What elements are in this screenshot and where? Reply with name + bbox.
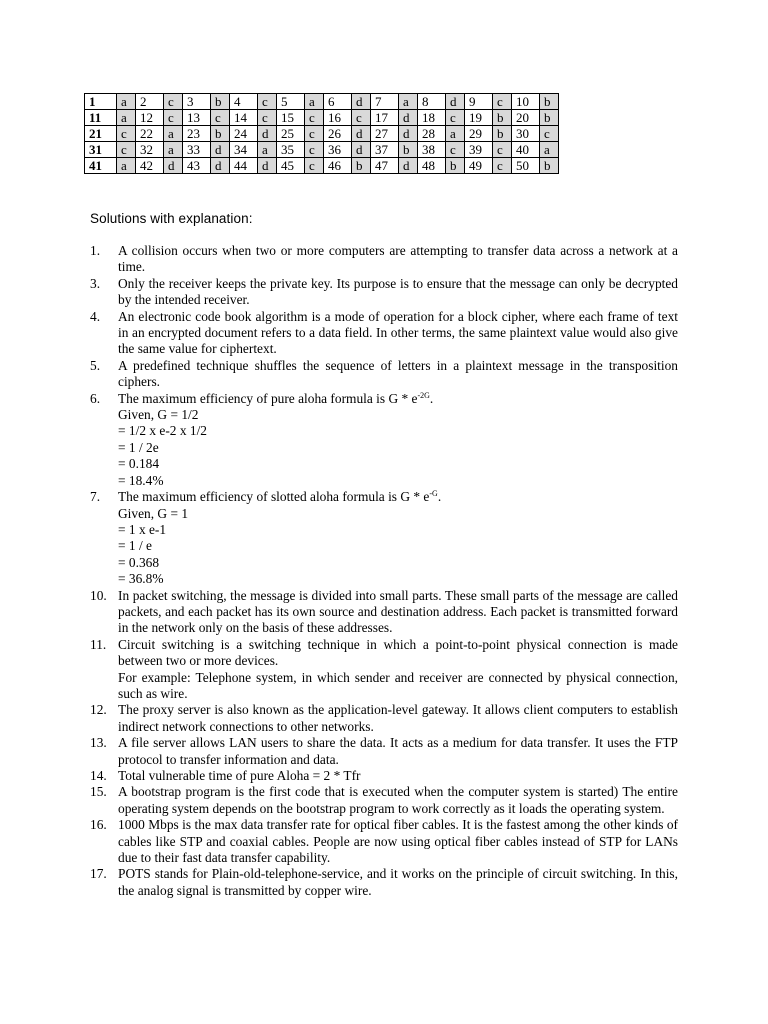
solution-text: Circuit switching is a switching technique in which a point-to-point physical connection is made between two or more devices. xyxy=(118,636,678,669)
answer-letter-cell: b xyxy=(211,94,230,110)
question-number-cell: 9 xyxy=(465,94,493,110)
answer-letter-cell: d xyxy=(211,158,230,174)
question-number-cell: 18 xyxy=(418,110,446,126)
question-number-cell: 1 xyxy=(85,94,117,110)
question-number-cell: 3 xyxy=(183,94,211,110)
answer-letter-cell: c xyxy=(305,142,324,158)
answer-letter-cell: c xyxy=(258,94,277,110)
solution-number: 17. xyxy=(90,866,107,882)
formula-line xyxy=(118,489,678,505)
answer-key-row xyxy=(85,158,559,174)
answer-letter-cell: d xyxy=(211,142,230,158)
calc-line: = 1 / e xyxy=(118,538,152,554)
answer-letter-cell: b xyxy=(540,158,559,174)
answer-letter-cell: c xyxy=(164,110,183,126)
question-number-cell: 43 xyxy=(183,158,211,174)
answer-letter-cell: c xyxy=(305,126,324,142)
question-number-cell: 10 xyxy=(512,94,540,110)
solution-number: 7. xyxy=(90,489,101,505)
answer-letter-cell: c xyxy=(446,110,465,126)
solution-item xyxy=(90,391,678,489)
question-number-cell: 26 xyxy=(324,126,352,142)
question-number-cell: 42 xyxy=(136,158,164,174)
calc-line: = 0.184 xyxy=(118,456,160,472)
question-number-cell: 14 xyxy=(230,110,258,126)
calc-line: Given, G = 1/2 xyxy=(118,407,199,423)
solution-item xyxy=(90,784,678,817)
question-number-cell: 31 xyxy=(85,142,117,158)
solution-text: POTS stands for Plain-old-telephone-service, and it works on the principle of circuit switching. In this, the analog signal is transmitted by copper wire. xyxy=(118,866,678,898)
answer-letter-cell: a xyxy=(540,142,559,158)
calc-line: Given, G = 1 xyxy=(118,505,189,521)
question-number-cell: 28 xyxy=(418,126,446,142)
question-number-cell: 22 xyxy=(136,126,164,142)
calc-line: = 36.8% xyxy=(118,571,164,587)
solution-text: The proxy server is also known as the application-level gateway. It allows client computers to establish indirect network connections to other networks. xyxy=(118,702,678,734)
solution-number: 15. xyxy=(90,784,107,800)
answer-key-table xyxy=(84,93,559,174)
solution-item xyxy=(90,702,678,735)
solution-number: 1. xyxy=(90,243,101,258)
answer-letter-cell: d xyxy=(352,126,371,142)
answer-letter-cell: c xyxy=(305,158,324,174)
solution-item xyxy=(90,588,678,637)
calc-line: = 18.4% xyxy=(118,472,164,488)
solution-number: 10. xyxy=(90,587,107,603)
question-number-cell: 4 xyxy=(230,94,258,110)
question-number-cell: 37 xyxy=(371,142,399,158)
answer-letter-cell: a xyxy=(258,142,277,158)
solution-number: 13. xyxy=(90,735,107,751)
answer-letter-cell: b xyxy=(540,94,559,110)
answer-letter-cell: b xyxy=(493,110,512,126)
question-number-cell: 34 xyxy=(230,142,258,158)
solution-number: 3. xyxy=(90,275,101,291)
solution-body xyxy=(118,391,678,489)
answer-letter-cell: b xyxy=(211,126,230,142)
question-number-cell: 23 xyxy=(183,126,211,142)
question-number-cell: 13 xyxy=(183,110,211,126)
question-number-cell: 40 xyxy=(512,142,540,158)
answer-letter-cell: c xyxy=(540,126,559,142)
question-number-cell: 44 xyxy=(230,158,258,174)
solution-item xyxy=(90,489,678,587)
question-number-cell: 7 xyxy=(371,94,399,110)
question-number-cell: 36 xyxy=(324,142,352,158)
answer-letter-cell: d xyxy=(164,158,183,174)
formula-text: The maximum efficiency of pure aloha formula is G * e xyxy=(118,390,418,406)
question-number-cell: 38 xyxy=(418,142,446,158)
question-number-cell: 16 xyxy=(324,110,352,126)
solution-text: A predefined technique shuffles the sequence of letters in a plaintext message in the transposition ciphers. xyxy=(118,357,678,390)
solution-example: For example: Telephone system, in which sender and receiver are connected by physical connection, such as wire. xyxy=(118,669,678,701)
solution-number: 4. xyxy=(90,308,101,324)
answer-letter-cell: d xyxy=(399,126,418,142)
solutions-heading: Solutions with explanation: xyxy=(90,211,253,226)
answer-letter-cell: b xyxy=(540,110,559,126)
question-number-cell: 25 xyxy=(277,126,305,142)
question-number-cell: 2 xyxy=(136,94,164,110)
answer-letter-cell: c xyxy=(164,94,183,110)
solution-item xyxy=(90,735,678,768)
solution-number: 6. xyxy=(90,390,101,406)
question-number-cell: 12 xyxy=(136,110,164,126)
solution-text: A file server allows LAN users to share the data. It acts as a medium for data transfer. It uses the FTP protocol to transfer information and data. xyxy=(118,735,678,767)
calc-line: = 1 x e-1 xyxy=(118,521,167,537)
solution-body xyxy=(118,637,678,703)
solution-number: 14. xyxy=(90,768,107,783)
calc-line: = 0.368 xyxy=(118,554,160,570)
solution-item xyxy=(90,243,678,276)
formula-end: . xyxy=(437,489,442,505)
formula-line xyxy=(118,391,678,407)
answer-letter-cell: d xyxy=(258,126,277,142)
question-number-cell: 48 xyxy=(418,158,446,174)
answer-letter-cell: a xyxy=(117,94,136,110)
solution-text: A bootstrap program is the first code that is executed when the computer system is started) The entire operating system depends on the bootstrap program to work correctly as it loads the operating system. xyxy=(118,784,678,816)
answer-letter-cell: a xyxy=(446,126,465,142)
answer-letter-cell: c xyxy=(117,142,136,158)
answer-letter-cell: c xyxy=(305,110,324,126)
answer-letter-cell: c xyxy=(258,110,277,126)
question-number-cell: 45 xyxy=(277,158,305,174)
answer-letter-cell: b xyxy=(493,126,512,142)
solution-number: 16. xyxy=(90,817,107,833)
question-number-cell: 20 xyxy=(512,110,540,126)
answer-letter-cell: a xyxy=(164,126,183,142)
solution-item xyxy=(90,637,678,703)
solution-item xyxy=(90,309,678,358)
answer-letter-cell: c xyxy=(493,94,512,110)
answer-letter-cell: b xyxy=(352,158,371,174)
solution-text: An electronic code book algorithm is a mode of operation for a block cipher, where each frame of text in an encrypted document refers to a data field. In other terms, the same plaintext value would also give the same value for ciphertext. xyxy=(118,308,678,357)
answer-letter-cell: d xyxy=(258,158,277,174)
answer-letter-cell: d xyxy=(352,94,371,110)
solution-text: Total vulnerable time of pure Aloha = 2 * Tfr xyxy=(118,768,361,783)
solution-number: 11. xyxy=(90,636,107,652)
answer-letter-cell: d xyxy=(352,142,371,158)
question-number-cell: 8 xyxy=(418,94,446,110)
solution-number: 5. xyxy=(90,357,101,373)
formula-exponent: -G xyxy=(429,489,438,499)
question-number-cell: 21 xyxy=(85,126,117,142)
answer-letter-cell: b xyxy=(446,158,465,174)
question-number-cell: 41 xyxy=(85,158,117,174)
answer-letter-cell: c xyxy=(117,126,136,142)
question-number-cell: 30 xyxy=(512,126,540,142)
solution-text: 1000 Mbps is the max data transfer rate for optical fiber cables. It is the fastest among the other kinds of cables like STP and coaxial cables. People are now using optical fiber cables instead of STP for LANs due to their fast data transfer capability. xyxy=(118,817,678,866)
question-number-cell: 19 xyxy=(465,110,493,126)
question-number-cell: 39 xyxy=(465,142,493,158)
formula-exponent: -2G xyxy=(417,390,430,400)
question-number-cell: 27 xyxy=(371,126,399,142)
question-number-cell: 32 xyxy=(136,142,164,158)
solution-item xyxy=(90,866,678,899)
answer-letter-cell: d xyxy=(399,158,418,174)
question-number-cell: 35 xyxy=(277,142,305,158)
solution-text: A collision occurs when two or more computers are attempting to transfer data across a network at a time. xyxy=(118,243,678,275)
question-number-cell: 46 xyxy=(324,158,352,174)
answer-letter-cell: c xyxy=(493,142,512,158)
answer-letter-cell: c xyxy=(211,110,230,126)
answer-letter-cell: a xyxy=(305,94,324,110)
answer-letter-cell: a xyxy=(164,142,183,158)
solution-text: Only the receiver keeps the private key. Its purpose is to ensure that the message can only be decrypted by the intended receiver. xyxy=(118,275,678,308)
answer-letter-cell: d xyxy=(446,94,465,110)
solution-number: 12. xyxy=(90,702,107,718)
solution-item xyxy=(90,358,678,391)
calc-line: = 1 / 2e xyxy=(118,439,159,455)
solution-item xyxy=(90,768,678,784)
answer-letter-cell: c xyxy=(446,142,465,158)
question-number-cell: 15 xyxy=(277,110,305,126)
question-number-cell: 49 xyxy=(465,158,493,174)
question-number-cell: 17 xyxy=(371,110,399,126)
question-number-cell: 11 xyxy=(85,110,117,126)
question-number-cell: 47 xyxy=(371,158,399,174)
solution-text: In packet switching, the message is divided into small parts. These small parts of the message are called packets, and each packet has its own source and destination address. Each packet is transmitted forward in the network only on the basis of these addresses. xyxy=(118,587,678,636)
answer-letter-cell: a xyxy=(117,110,136,126)
answer-key-row xyxy=(85,110,559,126)
question-number-cell: 24 xyxy=(230,126,258,142)
answer-key-row xyxy=(85,142,559,158)
answer-key-row xyxy=(85,126,559,142)
calc-line: = 1/2 x e-2 x 1/2 xyxy=(118,423,208,439)
question-number-cell: 33 xyxy=(183,142,211,158)
answer-letter-cell: a xyxy=(117,158,136,174)
solutions-list xyxy=(90,243,678,899)
formula-text: The maximum efficiency of slotted aloha formula is G * e xyxy=(118,489,430,505)
answer-key-row xyxy=(85,94,559,110)
solution-item xyxy=(90,276,678,309)
question-number-cell: 50 xyxy=(512,158,540,174)
question-number-cell: 29 xyxy=(465,126,493,142)
solution-body xyxy=(118,489,678,587)
answer-letter-cell: a xyxy=(399,94,418,110)
answer-letter-cell: c xyxy=(493,158,512,174)
answer-letter-cell: b xyxy=(399,142,418,158)
answer-letter-cell: c xyxy=(352,110,371,126)
question-number-cell: 6 xyxy=(324,94,352,110)
formula-end: . xyxy=(429,390,434,406)
solution-item xyxy=(90,817,678,866)
answer-letter-cell: d xyxy=(399,110,418,126)
question-number-cell: 5 xyxy=(277,94,305,110)
